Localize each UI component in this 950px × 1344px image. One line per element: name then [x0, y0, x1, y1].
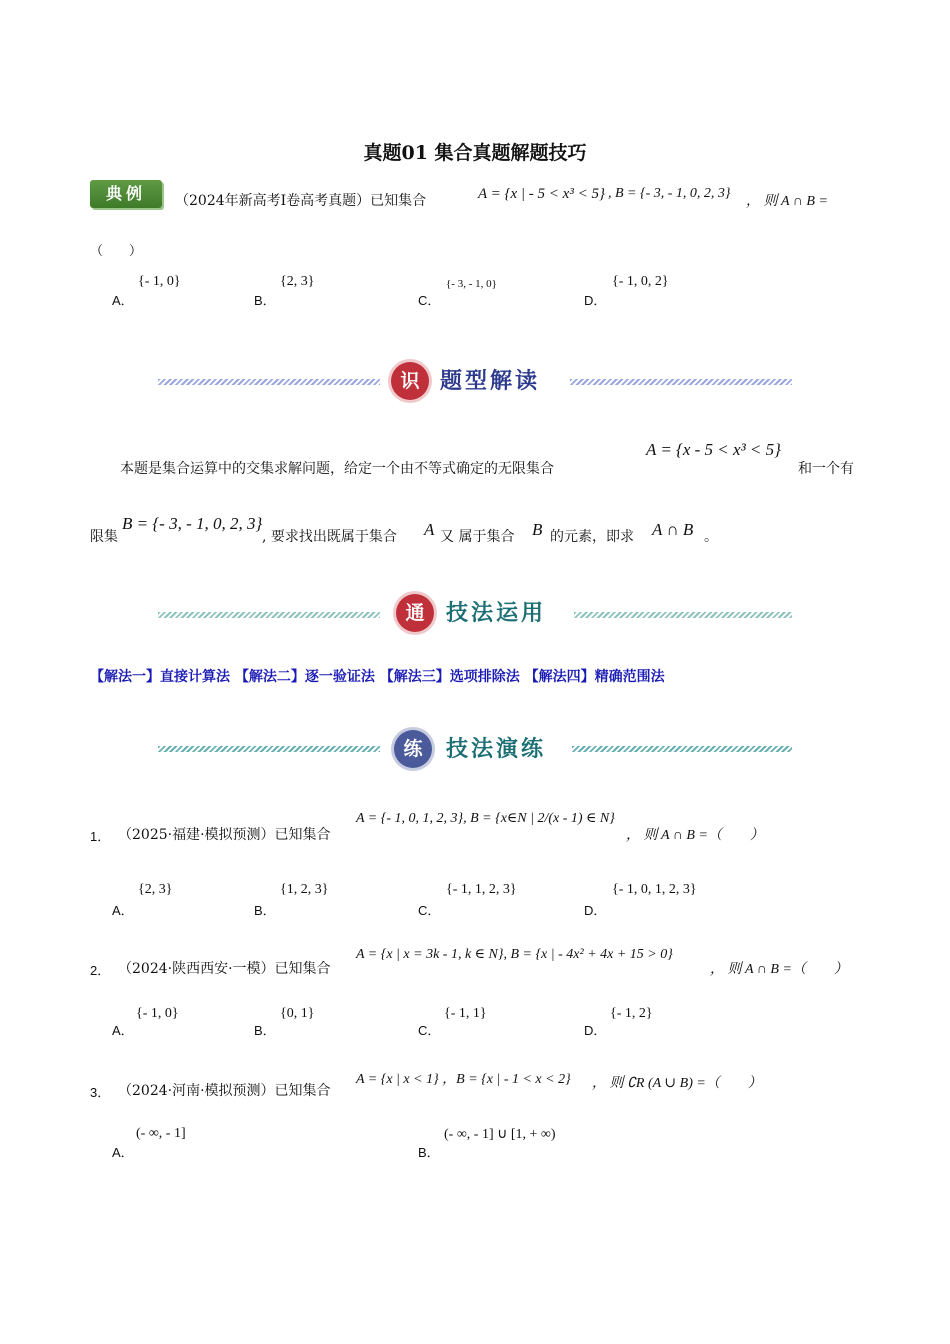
interpretation-line1-end: 和一个有	[798, 461, 854, 477]
problem-3-question: ， 则 ∁R (A ∪ B) =（ ）	[592, 1076, 762, 1091]
problem-1-question: ， 则 A ∩ B =（ ）	[626, 828, 764, 843]
problem-3-option-a-label: A．	[112, 1145, 134, 1160]
tong-icon: 通	[396, 594, 434, 632]
example-source: （2024年新高考Ⅰ卷高考真题）已知集合	[175, 193, 427, 209]
interpretation-line2-mid: , 要求找出既属于集合	[262, 529, 397, 545]
interpretation-line1: 本题是集合运算中的交集求解问题，给定一个由不等式确定的无限集合	[120, 461, 554, 477]
method-list: 【解法一】直接计算法 【解法二】逐一验证法 【解法三】选项排除法 【解法四】精确范围法	[90, 669, 665, 685]
problem-3-option-b-value: (- ∞, - 1] ∪ [1, + ∞)	[444, 1127, 556, 1142]
problem-2-sets: A = {x | x = 3k - 1, k ∈ N}, B = {x | - 4x² + 4x + 15 > 0}	[356, 947, 673, 962]
problem-1-number: 1．	[90, 829, 111, 844]
problem-3-option-a-value: (- ∞, - 1]	[136, 1126, 186, 1141]
interpretation-line2-mid2: 又 属于集合	[440, 529, 515, 545]
problem-2-option-d-value: {- 1, 2}	[610, 1006, 653, 1021]
problem-2-option-a-label: A．	[112, 1023, 134, 1038]
problem-1-option-c-value: {- 1, 1, 2, 3}	[446, 882, 517, 897]
problem-3-sets: A = {x | x < 1} ，B = {x | - 1 < x < 2}	[356, 1072, 571, 1087]
example-option-c-label: C．	[418, 293, 441, 308]
problem-2-option-a-value: {- 1, 0}	[136, 1006, 179, 1021]
example-option-d-label: D．	[584, 293, 607, 308]
section-divider-right	[572, 746, 792, 752]
interpretation-set-b: B = {- 3, - 1, 0, 2, 3}	[122, 514, 263, 533]
interpretation-a-cap-b: A ∩ B	[652, 520, 694, 539]
problem-2-option-c-label: C．	[418, 1023, 441, 1038]
section-divider-left	[158, 379, 380, 385]
example-set-a: A = {x | - 5 < x³ < 5}	[478, 186, 605, 202]
section-divider-left	[158, 746, 380, 752]
problem-2-option-d-label: D．	[584, 1023, 607, 1038]
section-title-practice: 技法演练	[446, 736, 547, 762]
example-option-d-value: {- 1, 0, 2}	[612, 274, 669, 289]
problem-3-option-b-label: B．	[418, 1145, 440, 1160]
interpretation-a: A	[424, 520, 435, 539]
example-badge: 典例	[90, 180, 162, 208]
page-title: 真题01 集合真题解题技巧	[363, 142, 587, 164]
example-set-b: , B = {- 3, - 1, 0, 2, 3}	[608, 186, 731, 201]
problem-1-option-a-value: {2, 3}	[138, 882, 173, 897]
example-option-a-label: A．	[112, 293, 134, 308]
problem-2-source: （2024·陕西西安·一模）已知集合	[118, 961, 331, 977]
problem-1-option-c-label: C．	[418, 903, 441, 918]
example-option-b-value: {2, 3}	[280, 274, 315, 289]
shi-icon: 识	[391, 362, 429, 400]
problem-2-number: 2．	[90, 963, 111, 978]
problem-1-option-a-label: A．	[112, 903, 134, 918]
interpretation-b: B	[532, 520, 543, 539]
interpretation-line2-start: 限集	[90, 529, 118, 545]
problem-3-source: （2024·河南·模拟预测）已知集合	[118, 1083, 331, 1099]
problem-2-question: ， 则 A ∩ B =（ ）	[710, 962, 848, 977]
section-divider-right	[574, 612, 792, 618]
section-divider-left	[158, 612, 380, 618]
example-option-c-value: {- 3, - 1, 0}	[446, 278, 497, 290]
interpretation-set-a: A = {x - 5 < x³ < 5}	[646, 440, 781, 459]
problem-2-option-b-label: B．	[254, 1023, 276, 1038]
interpretation-line2-mid3: 的元素，即求	[550, 529, 634, 545]
section-divider-right	[570, 379, 792, 385]
section-title-interpretation: 题型解读	[440, 368, 541, 394]
problem-1-source: （2025·福建·模拟预测）已知集合	[118, 827, 331, 843]
problem-1-option-b-label: B．	[254, 903, 276, 918]
problem-1-option-b-value: {1, 2, 3}	[280, 882, 329, 897]
problem-2-option-c-value: {- 1, 1}	[444, 1006, 487, 1021]
section-title-techniques: 技法运用	[446, 600, 547, 626]
problem-1-option-d-value: {- 1, 0, 1, 2, 3}	[612, 882, 697, 897]
problem-1-option-d-label: D．	[584, 903, 607, 918]
example-option-b-label: B．	[254, 293, 276, 308]
problem-1-sets: A = {- 1, 0, 1, 2, 3}, B = {x∈N | 2/(x - 1) ∈ N}	[356, 811, 615, 826]
example-option-a-value: {- 1, 0}	[138, 274, 181, 289]
example-question: ， 则 A ∩ B =	[746, 194, 828, 209]
interpretation-line2-end: 。	[704, 529, 718, 545]
example-paren: （ ）	[90, 244, 143, 259]
problem-2-option-b-value: {0, 1}	[280, 1006, 315, 1021]
lian-icon: 练	[394, 730, 432, 768]
problem-3-number: 3．	[90, 1085, 111, 1100]
